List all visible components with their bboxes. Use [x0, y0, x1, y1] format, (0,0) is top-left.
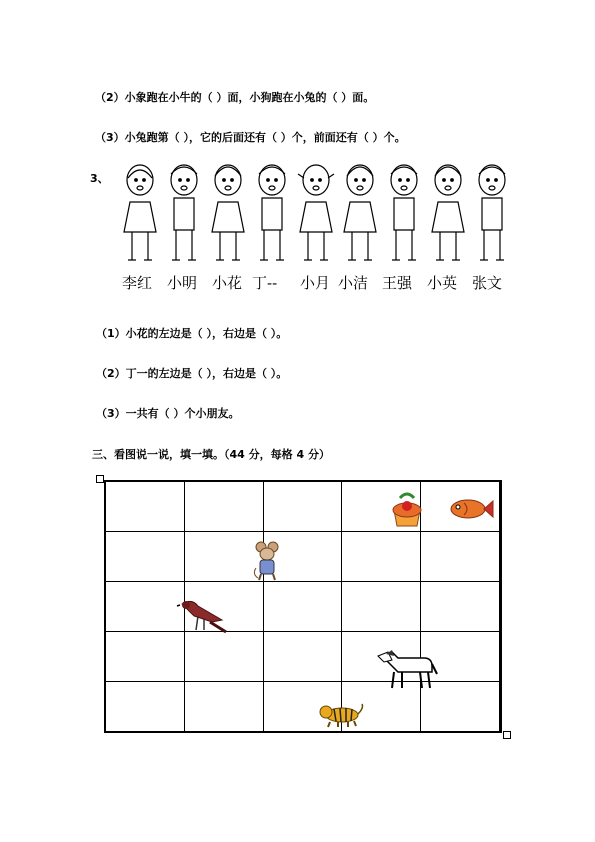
- grid-cell: [106, 532, 185, 582]
- kid-boy-7: [391, 165, 417, 260]
- grid-row: [106, 532, 501, 582]
- kid-name-3: 小花: [212, 274, 243, 292]
- kid-girl-8: [432, 165, 464, 260]
- question-2-line: （2）小象跑在小牛的（ ）面，小狗跑在小兔的（ ）面。: [95, 91, 375, 104]
- kid-name-1: 李红: [122, 274, 153, 292]
- grid-cell: [263, 582, 342, 632]
- kid-girl-6: [344, 165, 376, 260]
- kid-girl-5: [298, 165, 334, 260]
- grid-cell: [421, 532, 500, 582]
- grid-cell: [106, 682, 185, 732]
- kid-girl-1: [124, 165, 156, 260]
- fish-icon: [448, 497, 494, 521]
- tiger-icon: [318, 702, 364, 728]
- grid-cell: [263, 632, 342, 682]
- question-3-line: （3）小兔跑第（ ），它的后面还有（ ）个，前面还有（ ）个。: [95, 131, 406, 144]
- grid-cell: [184, 632, 263, 682]
- mouse-icon: [252, 540, 282, 582]
- kid-girl-3: [212, 165, 244, 260]
- grid-cell: [106, 482, 185, 532]
- question-3-sub-1: （1）小花的左边是（ ），右边是（ ）。: [96, 327, 288, 340]
- grid-cell: [499, 632, 500, 682]
- grid-row: [106, 682, 501, 732]
- question-number-3: 3、: [90, 172, 109, 185]
- grid-cell: [499, 532, 500, 582]
- question-3-sub-2: （2）丁一的左边是（ ），右边是（ ）。: [96, 367, 288, 380]
- kid-boy-2: [171, 165, 197, 260]
- section-3-title: 三、看图说一说，填一填。（44 分，每格 4 分）: [92, 448, 330, 461]
- grid-cell: [106, 582, 185, 632]
- kid-name-2: 小明: [167, 274, 198, 292]
- question-3-sub-3: （3）一共有（ ）个小朋友。: [96, 407, 240, 420]
- kid-boy-9: [479, 165, 505, 260]
- grid-cell: [421, 582, 500, 632]
- grid-cell: [499, 682, 500, 732]
- kid-name-7: 王强: [382, 274, 413, 292]
- kid-name-8: 小英: [427, 274, 458, 292]
- horse-icon: [376, 648, 438, 690]
- grid-row: [106, 632, 501, 682]
- cake-icon: [388, 488, 426, 530]
- kid-name-6: 小洁: [338, 274, 369, 292]
- kid-name-5: 小月: [300, 274, 331, 292]
- kid-name-4: 丁--: [252, 274, 278, 292]
- grid-row: [106, 582, 501, 632]
- grid-cell: [184, 482, 263, 532]
- table-move-handle[interactable]: [96, 475, 104, 483]
- picture-grid: [104, 480, 502, 733]
- grid-cell: [184, 682, 263, 732]
- kid-boy-4: [259, 165, 285, 260]
- grid-cell: [499, 482, 500, 532]
- grid-row: [106, 482, 501, 532]
- grid-cell: [342, 532, 421, 582]
- bird-icon: [176, 596, 228, 636]
- grid-cell: [342, 582, 421, 632]
- grid-cell: [106, 632, 185, 682]
- children-illustration: [118, 160, 514, 272]
- grid-cell: [263, 482, 342, 532]
- grid-cell: [499, 582, 500, 632]
- kid-name-9: 张文: [472, 274, 503, 292]
- table-resize-handle[interactable]: [503, 731, 511, 739]
